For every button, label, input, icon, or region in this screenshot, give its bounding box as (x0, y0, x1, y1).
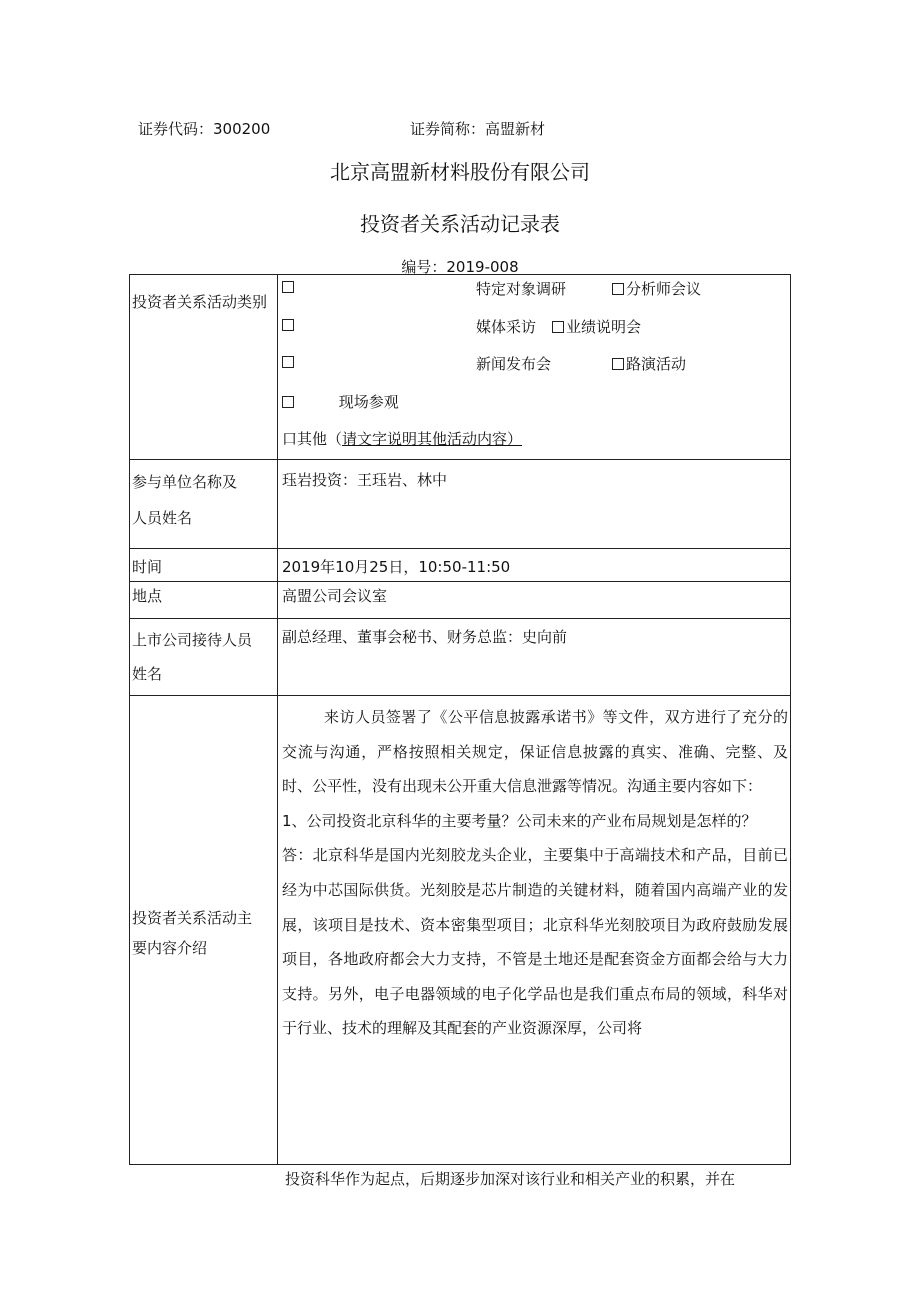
stock-short-name: 证券简称：高盟新材 (410, 120, 546, 138)
reception-label-line2: 姓名 (132, 665, 163, 683)
option-specific-research: 特定对象调研 (476, 280, 567, 298)
content-intro-paragraph: 来访人员签署了《公平信息披露承诺书》等文件，双方进行了充分的交流与沟通，严格按照相关规定，保证信息披露的真实、准确、完整、及时、公平性，没有出现未公开重大信息泄露等情况。沟通主要内容如下： (282, 708, 788, 796)
participants-value: 珏岩投资：王珏岩、林中 (282, 471, 448, 489)
option-other-prefix: 口其他（ (282, 430, 343, 448)
time-label-cell (130, 549, 278, 582)
content-value-cell (278, 696, 791, 1165)
participants-label-cell (130, 460, 278, 549)
option-press-conference: 新闻发布会 (476, 355, 552, 373)
content-row (130, 696, 791, 1165)
time-value: 2019年10月25日，10:50-11:50 (282, 558, 511, 576)
location-value: 高盟公司会议室 (282, 587, 388, 605)
activity-type-label: 投资者关系活动类别 (132, 293, 268, 311)
reception-value-cell (278, 619, 791, 696)
checkbox-roadshow[interactable] (612, 358, 624, 370)
option-roadshow: 路演活动 (626, 355, 687, 373)
checkbox-earnings-call[interactable] (552, 321, 564, 333)
time-label: 时间 (132, 558, 163, 576)
time-row (130, 549, 791, 582)
option-site-visit: 现场参观 (338, 393, 399, 411)
activity-type-label-cell (130, 275, 278, 460)
continuation-text: 投资科华作为起点，后期逐步加深对该行业和相关产业的积累，并在 (285, 1170, 736, 1188)
participants-label-line1: 参与单位名称及 (132, 473, 238, 491)
location-label: 地点 (132, 587, 163, 605)
content-label-cell (130, 696, 278, 1165)
content-label-line1: 投资者关系活动主 (132, 909, 253, 927)
location-value-cell (278, 582, 791, 619)
reception-label-line1: 上市公司接待人员 (132, 631, 253, 649)
content-answer-1: 答：北京科华是国内光刻胶龙头企业，主要集中于高端技术和产品，目前已经为中芯国际供货。光刻胶是芯片制造的关键材料，随着国内高端产业的发展，该项目是技术、资本密集型项目；北京科华光刻胶项目为政府鼓励发展项目，各地政府都会大力支持，不管是土地还是配套资金方面都会给与大力支持。另外，电子电器领域的电子化学品也是我们重点布局的领域，科华对于行业、技术的理解及其配套的产业资源深厚，公司将 (282, 846, 788, 1038)
form-title: 投资者关系活动记录表 (360, 212, 560, 236)
company-name: 北京高盟新材料股份有限公司 (330, 160, 590, 184)
document-number: 编号：2019-008 (401, 258, 519, 276)
participants-row (130, 460, 791, 549)
activity-type-options-cell (278, 275, 791, 460)
content-label-line2: 要内容介绍 (132, 939, 208, 957)
option-analyst-meeting: 分析师会议 (626, 280, 702, 298)
participants-label-line2: 人员姓名 (132, 509, 193, 527)
checkbox-press-conference[interactable] (282, 356, 294, 368)
stock-code: 证券代码：300200 (138, 120, 271, 138)
option-other-note: 请文字说明其他活动内容） (342, 430, 523, 448)
reception-value: 副总经理、董事会秘书、财务总监：史向前 (282, 628, 568, 646)
option-earnings-call: 业绩说明会 (566, 318, 642, 336)
location-row (130, 582, 791, 619)
option-media-interview: 媒体采访 (476, 318, 537, 336)
activity-type-row (130, 275, 791, 460)
checkbox-analyst-meeting[interactable] (612, 283, 624, 295)
checkbox-specific-research[interactable] (282, 281, 294, 293)
reception-row (130, 619, 791, 696)
participants-value-cell (278, 460, 791, 549)
checkbox-media-interview[interactable] (282, 319, 294, 331)
activity-record-table (129, 274, 791, 1165)
time-value-cell (278, 549, 791, 582)
content-question-1: 1、公司投资北京科华的主要考量？公司未来的产业布局规划是怎样的？ (282, 811, 757, 830)
checkbox-site-visit[interactable] (282, 396, 294, 408)
location-label-cell (130, 582, 278, 619)
reception-label-cell (130, 619, 278, 696)
